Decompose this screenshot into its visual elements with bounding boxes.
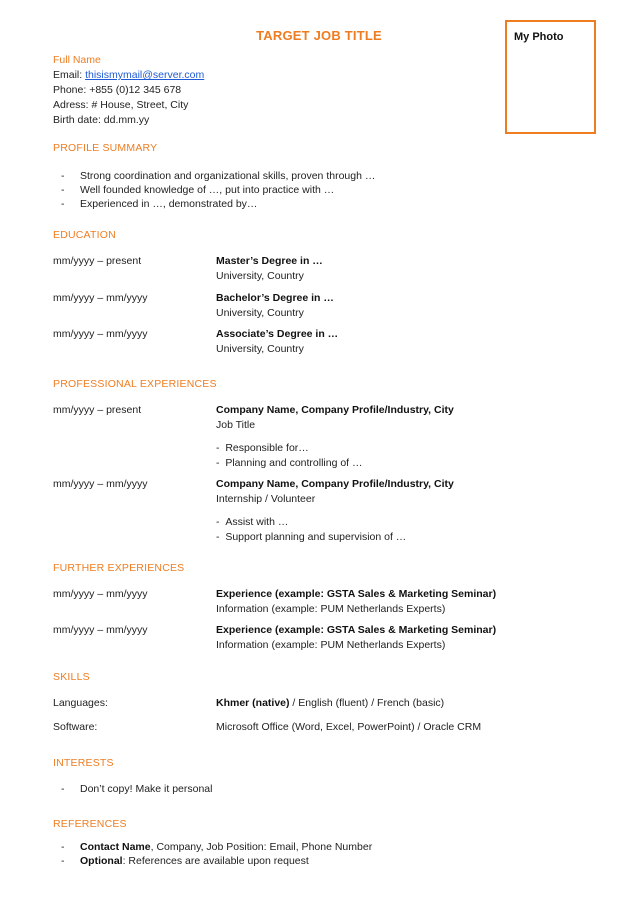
- email-link[interactable]: thisismymail@server.com: [85, 69, 205, 81]
- list-item: [216, 441, 454, 456]
- education-date: mm/yyyy – mm/yyyy: [53, 328, 148, 340]
- profile-list: [53, 169, 375, 211]
- interests-list: [53, 782, 212, 796]
- list-item: [53, 183, 375, 197]
- degree-place: University, Country: [216, 343, 304, 355]
- job-role: Internship / Volunteer: [216, 493, 316, 505]
- list-item-text: Responsible for…: [225, 442, 309, 454]
- experience-date: mm/yyyy – present: [53, 404, 142, 416]
- experience-entry: [216, 477, 454, 545]
- duty-list: [216, 441, 454, 471]
- photo-label: My Photo: [514, 31, 564, 43]
- reference-label: Contact Name: [80, 841, 151, 853]
- reference-text: , Company, Job Position: Email, Phone Number: [150, 841, 373, 853]
- dash-icon: -: [61, 841, 65, 853]
- dash-icon: -: [216, 531, 226, 543]
- list-item-text: [80, 854, 309, 868]
- dash-icon: -: [216, 516, 226, 528]
- degree-place: University, Country: [216, 307, 304, 319]
- other-languages: / English (fluent) / French (basic): [289, 697, 445, 709]
- further-title: Experience (example: GSTA Sales & Marketing Seminar): [216, 588, 497, 600]
- page-title: TARGET JOB TITLE: [256, 28, 382, 43]
- dash-icon: -: [216, 457, 226, 469]
- email-label: Email:: [53, 69, 86, 81]
- reference-label: Optional: [80, 855, 123, 867]
- further-entry: [216, 587, 496, 617]
- further-date: mm/yyyy – mm/yyyy: [53, 624, 148, 636]
- dash-icon: -: [61, 184, 65, 196]
- section-heading-education: EDUCATION: [53, 229, 116, 241]
- education-date: mm/yyyy – mm/yyyy: [53, 292, 148, 304]
- education-date: mm/yyyy – present: [53, 255, 142, 267]
- company-title: Company Name, Company Profile/Industry, City: [216, 404, 454, 416]
- skills-languages-value: [216, 696, 444, 711]
- education-entry: [216, 327, 338, 357]
- photo-placeholder[interactable]: [505, 20, 596, 134]
- list-item: [53, 169, 375, 183]
- list-item: [53, 840, 372, 854]
- reference-text: : References are available upon request: [122, 855, 309, 867]
- skills-software-label: Software:: [53, 721, 98, 733]
- list-item-text: Planning and controlling of …: [225, 457, 363, 469]
- further-title: Experience (example: GSTA Sales & Marketing Seminar): [216, 624, 497, 636]
- native-language: Khmer (native): [216, 697, 290, 709]
- list-item: [216, 456, 454, 471]
- skills-software-value: Microsoft Office (Word, Excel, PowerPoint) / Oracle CRM: [216, 721, 482, 733]
- full-name: Full Name: [53, 54, 101, 66]
- degree-place: University, Country: [216, 270, 304, 282]
- list-item-text: Strong coordination and organizational skills, proven through …: [80, 170, 376, 182]
- address-line: Adress: # House, Street, City: [53, 99, 189, 111]
- skills-languages-label: Languages:: [53, 697, 108, 709]
- duty-list: [216, 515, 454, 545]
- phone-line: Phone: +855 (0)12 345 678: [53, 84, 182, 96]
- job-role: Job Title: [216, 419, 256, 431]
- further-date: mm/yyyy – mm/yyyy: [53, 588, 148, 600]
- experience-entry: [216, 403, 454, 471]
- list-item-text: Experienced in …, demonstrated by…: [80, 198, 258, 210]
- email-line: [53, 68, 204, 83]
- list-item-text: Support planning and supervision of …: [225, 531, 407, 543]
- list-item: [53, 854, 372, 868]
- degree-title: Master’s Degree in …: [216, 255, 323, 267]
- list-item: [216, 530, 454, 545]
- references-list: [53, 840, 372, 868]
- list-item-text: Assist with …: [225, 516, 289, 528]
- contact-block: [53, 53, 204, 128]
- further-info: Information (example: PUM Netherlands Experts): [216, 603, 446, 615]
- list-item: [216, 515, 454, 530]
- section-heading-skills: SKILLS: [53, 671, 90, 683]
- section-heading-profile: PROFILE SUMMARY: [53, 142, 158, 154]
- birth-date-line: Birth date: dd.mm.yy: [53, 114, 150, 126]
- degree-title: Bachelor’s Degree in …: [216, 292, 334, 304]
- section-heading-references: REFERENCES: [53, 818, 127, 830]
- dash-icon: -: [61, 855, 65, 867]
- dash-icon: -: [216, 442, 226, 454]
- further-info: Information (example: PUM Netherlands Experts): [216, 639, 446, 651]
- further-entry: [216, 623, 496, 653]
- company-title: Company Name, Company Profile/Industry, City: [216, 478, 454, 490]
- section-heading-interests: INTERESTS: [53, 757, 114, 769]
- dash-icon: -: [61, 783, 65, 795]
- list-item: [53, 782, 212, 796]
- experience-date: mm/yyyy – mm/yyyy: [53, 478, 148, 490]
- degree-title: Associate’s Degree in …: [216, 328, 339, 340]
- section-heading-further: FURTHER EXPERIENCES: [53, 562, 185, 574]
- list-item-text: Well founded knowledge of …, put into practice with …: [80, 184, 335, 196]
- education-entry: [216, 291, 334, 321]
- education-entry: [216, 254, 323, 284]
- list-item: [53, 197, 375, 211]
- list-item-text: [80, 840, 372, 854]
- dash-icon: -: [61, 170, 65, 182]
- section-heading-professional: PROFESSIONAL EXPERIENCES: [53, 378, 217, 390]
- list-item-text: Don’t copy! Make it personal: [80, 783, 213, 795]
- dash-icon: -: [61, 198, 65, 210]
